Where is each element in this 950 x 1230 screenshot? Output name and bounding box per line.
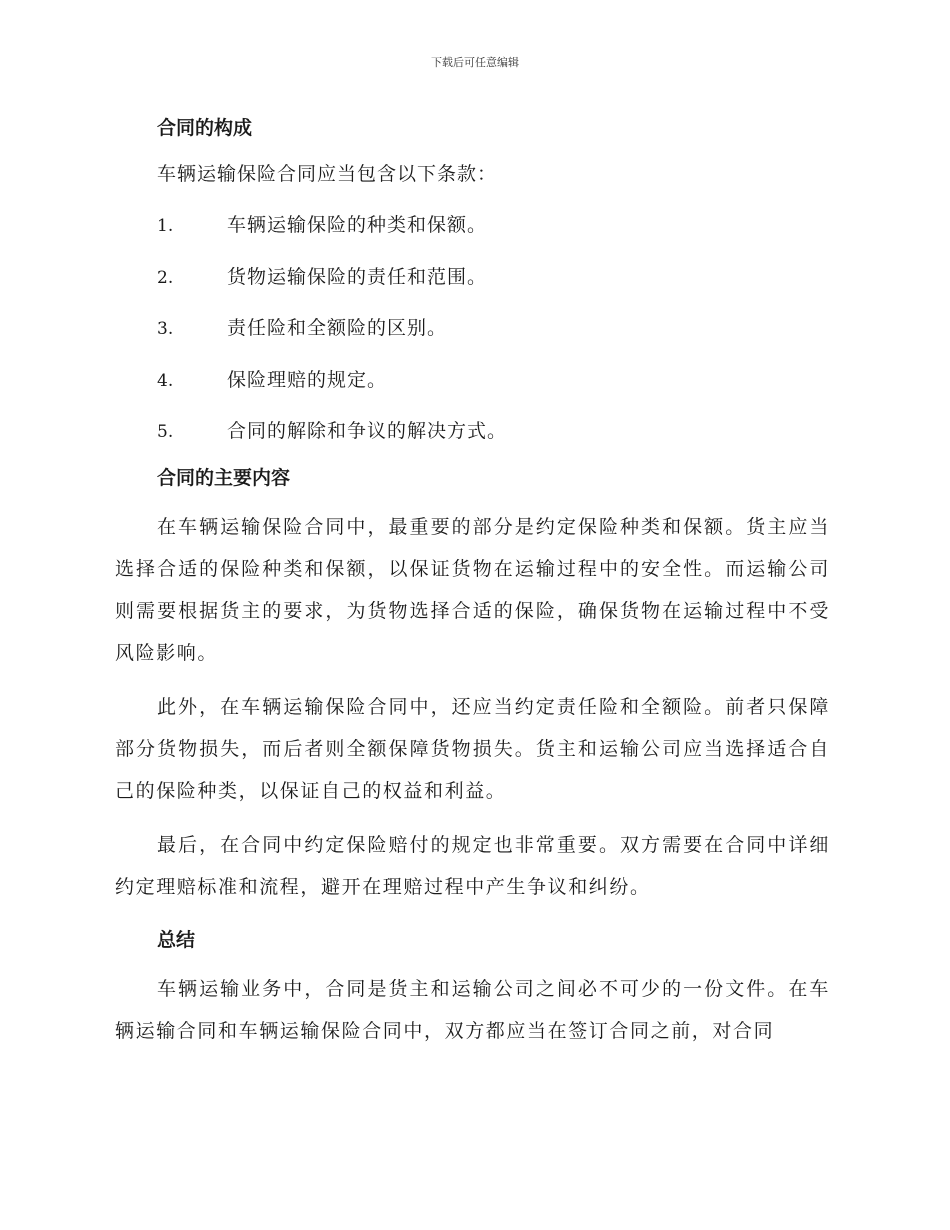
- list-item-text: 责任险和全额险的区别。: [227, 317, 448, 339]
- list-item-text: 合同的解除和争议的解决方式。: [227, 420, 508, 442]
- list-item-number: 5.: [157, 422, 174, 442]
- section-lead-text: 车辆运输保险合同应当包含以下条款：: [157, 163, 498, 185]
- body-paragraph: 最后，在合同中约定保险赔付的规定也非常重要。双方需要在合同中详细约定理赔标准和流程，避开在理赔过程中产生争议和纠纷。: [115, 833, 830, 898]
- page-header-note: 下载后可任意编辑: [431, 56, 519, 69]
- list-item-text: 货物运输保险的责任和范围。: [227, 265, 488, 288]
- document-body: [115, 108, 830, 1052]
- list-item: [115, 406, 830, 458]
- section-heading-summary: 总结: [157, 928, 196, 951]
- section-heading-composition: 合同的构成: [157, 117, 253, 139]
- list-item: [115, 303, 830, 355]
- list-item-text: 车辆运输保险的种类和保额。: [227, 214, 488, 236]
- list-item: [115, 200, 830, 252]
- body-paragraph: 车辆运输业务中，合同是货主和运输公司之间必不可少的一份文件。在车辆运输合同和车辆运输保险合同中，双方都应当在签订合同之前，对合同: [115, 977, 830, 1042]
- list-item-number: 2.: [157, 267, 174, 288]
- list-item-text: 保险理赔的规定。: [227, 368, 388, 391]
- body-paragraph: 此外，在车辆运输保险合同中，还应当约定责任险和全额险。前者只保障部分货物损失，而后者则全额保障货物损失。货主和运输公司应当选择适合自己的保险种类，以保证自己的权益和利益。: [115, 695, 830, 802]
- list-item: [115, 252, 830, 304]
- section-heading-main-content: 合同的主要内容: [157, 466, 291, 489]
- list-item: [115, 355, 830, 407]
- list-item-number: 1.: [157, 216, 174, 236]
- clause-list: [115, 200, 830, 458]
- list-item-number: 4.: [157, 370, 174, 391]
- body-paragraph: 在车辆运输保险合同中，最重要的部分是约定保险种类和保额。货主应当选择合适的保险种类和保额，以保证货物在运输过程中的安全性。而运输公司则需要根据货主的要求，为货物选择合适的保险，确保货物在运输过程中不受风险影响。: [115, 515, 830, 664]
- list-item-number: 3.: [157, 319, 174, 339]
